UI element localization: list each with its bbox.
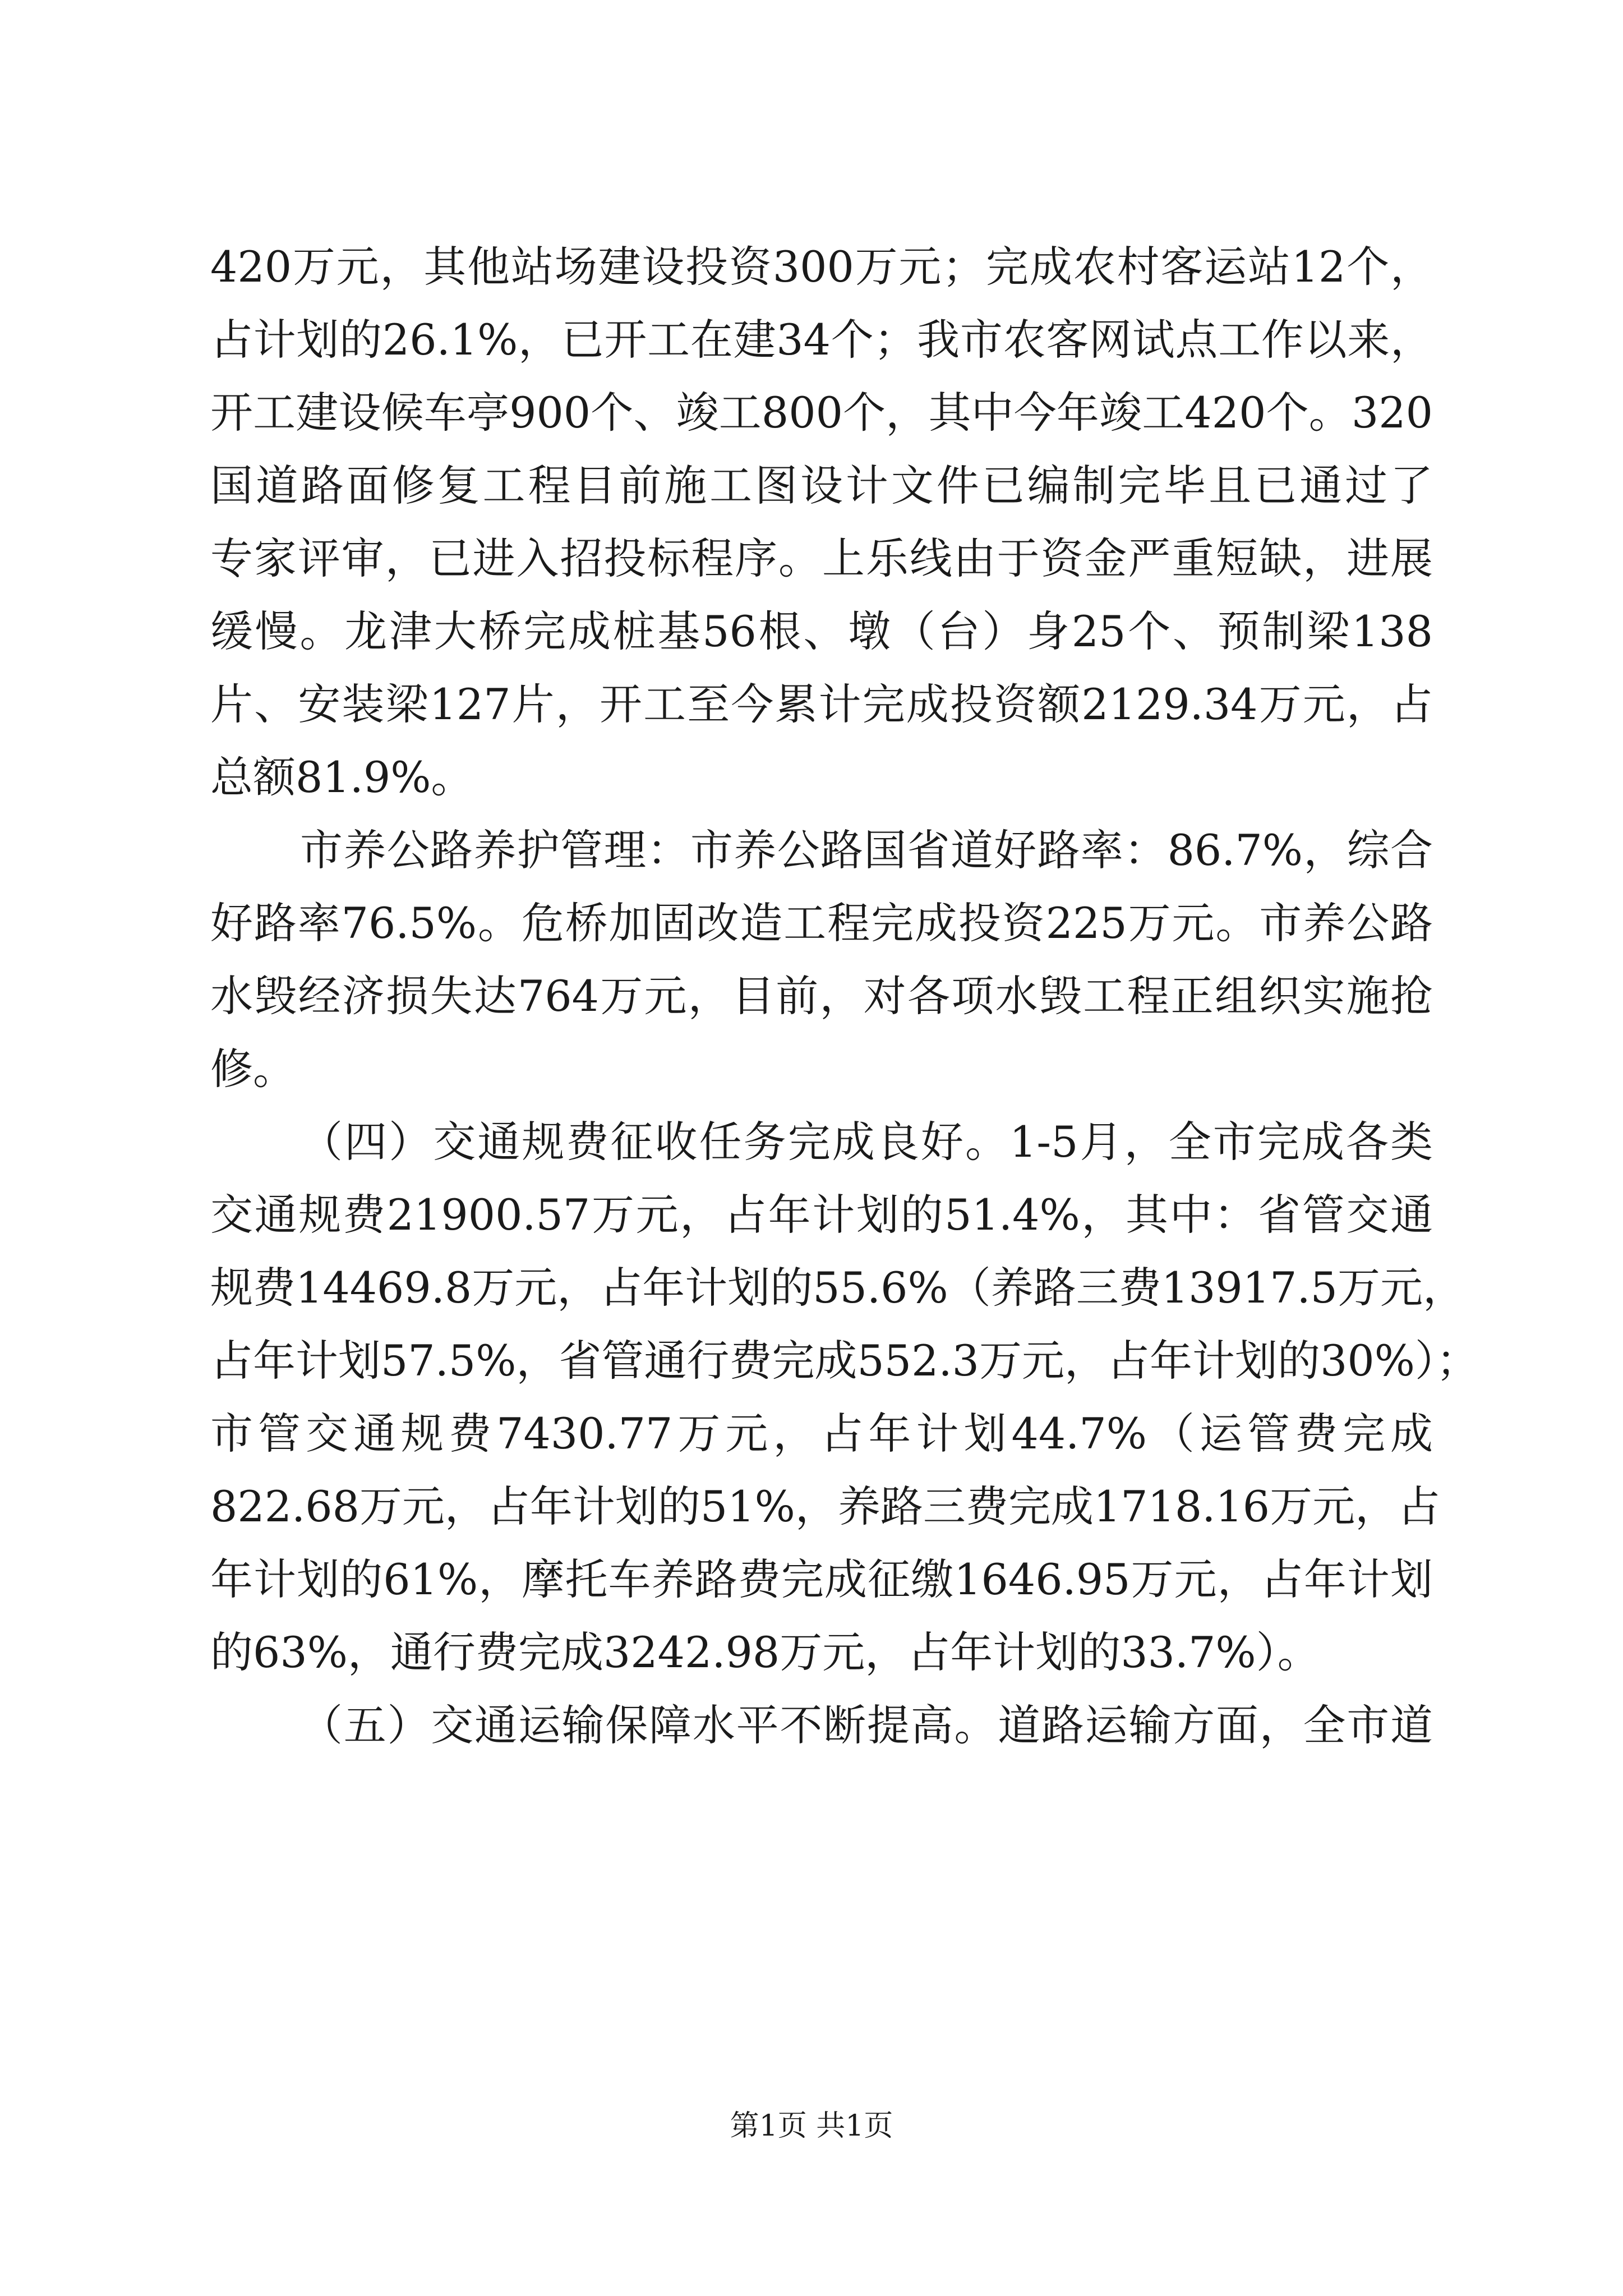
- text-line: 420万元，其他站场建设投资300万元；完成农村客运站12个，: [210, 242, 1433, 292]
- text-line: 的63%，通行费完成3242.98万元，占年计划的33.7%）。: [210, 1627, 1320, 1677]
- text-line: 交通规费21900.57万元，占年计划的51.4%，其中：省管交通: [210, 1190, 1433, 1240]
- text-line: 年计划的61%，摩托车养路费完成征缴1646.95万元，占年计划: [210, 1554, 1433, 1604]
- text-line: 好路率76.5%。危桥加固改造工程完成投资225万元。市养公路: [210, 898, 1433, 948]
- text-line: 占年计划57.5%，省管通行费完成552.3万元，占年计划的30%）；: [210, 1336, 1479, 1386]
- text-line: （五）交通运输保障水平不断提高。道路运输方面，全市道: [300, 1700, 1433, 1750]
- text-line: 市养公路养护管理：市养公路国省道好路率：86.7%，综合: [300, 825, 1433, 875]
- text-line: 国道路面修复工程目前施工图设计文件已编制完毕且已通过了: [210, 461, 1433, 510]
- text-line: 水毁经济损失达764万元，目前，对各项水毁工程正组织实施抢: [210, 971, 1433, 1021]
- text-line: 片、安装梁127片，开工至今累计完成投资额2129.34万元，占: [210, 679, 1433, 729]
- text-line: 占计划的26.1%，已开工在建34个；我市农客网试点工作以来，: [210, 315, 1433, 365]
- text-line: 规费14469.8万元，占年计划的55.6%（养路三费13917.5万元，: [210, 1263, 1465, 1313]
- page-number: 第1页 共1页: [730, 2109, 893, 2143]
- text-line: （四）交通规费征收任务完成良好。1-5月，全市完成各类: [300, 1117, 1433, 1167]
- text-line: 修。: [210, 1044, 296, 1094]
- text-line: 缓慢。龙津大桥完成桩基56根、墩（台）身25个、预制梁138: [210, 606, 1433, 656]
- text-line: 专家评审，已进入招投标程序。上乐线由于资金严重短缺，进展: [210, 533, 1433, 583]
- text-line: 822.68万元，占年计划的51%，养路三费完成1718.16万元，占: [210, 1481, 1441, 1531]
- text-line: 总额81.9%。: [210, 752, 474, 802]
- text-line: 市管交通规费7430.77万元，占年计划44.7%（运管费完成: [210, 1409, 1433, 1458]
- text-line: 开工建设候车亭900个、竣工800个，其中今年竣工420个。320: [210, 388, 1433, 438]
